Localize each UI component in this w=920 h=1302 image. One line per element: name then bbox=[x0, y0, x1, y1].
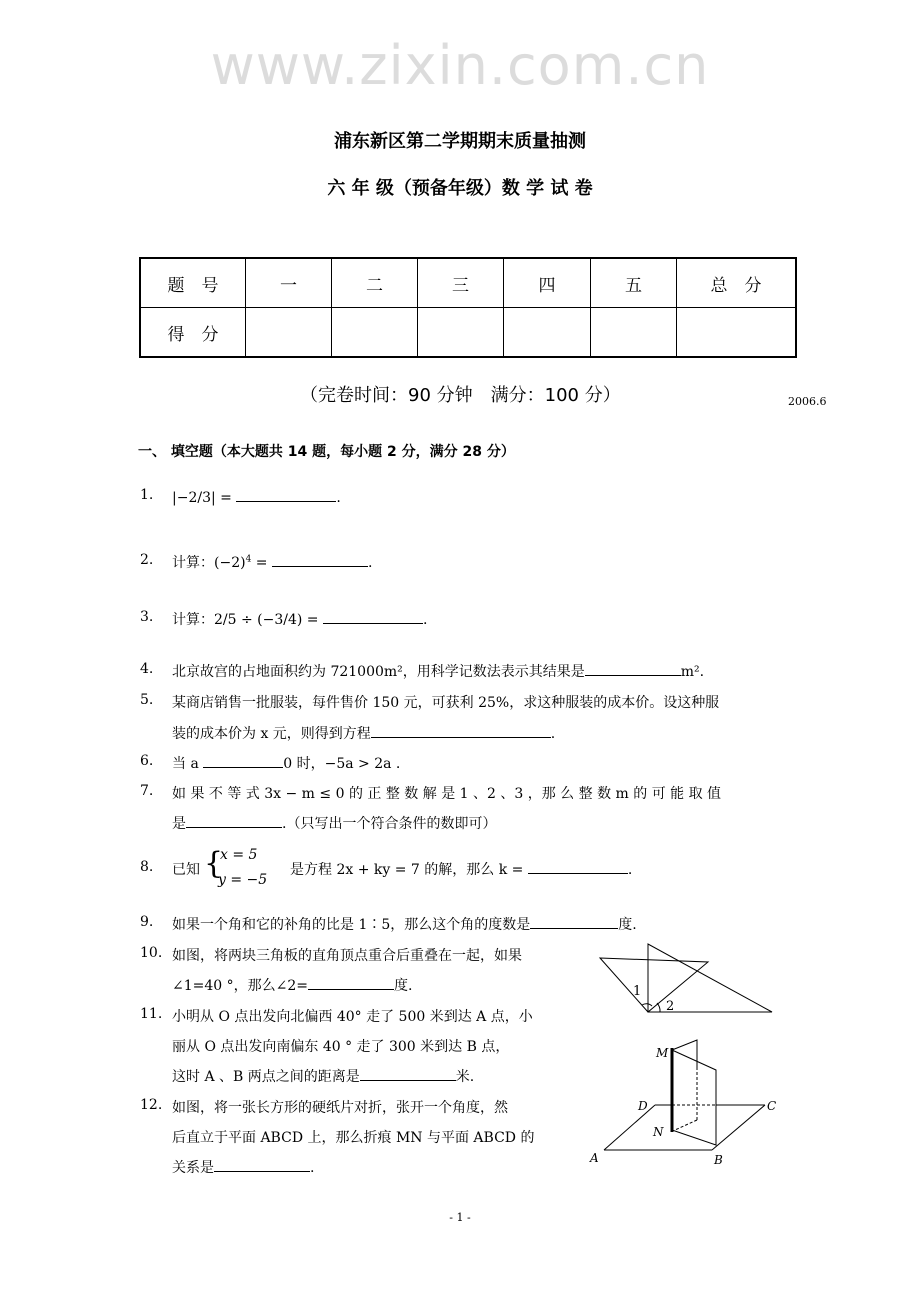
label-n: N bbox=[653, 1125, 664, 1139]
question-number: 9. bbox=[140, 914, 154, 930]
back-sheet bbox=[672, 1040, 697, 1070]
label-b: B bbox=[714, 1153, 723, 1167]
question-text: . bbox=[367, 555, 373, 571]
table-cell: 三 bbox=[418, 258, 504, 308]
folded-paper-figure bbox=[604, 1040, 765, 1150]
triangle-1 bbox=[600, 958, 708, 1012]
question-text: 关系是 bbox=[172, 1160, 214, 1176]
question-text: 如果一个角和它的补角的比是 1∶5，那么这个角的度数是 bbox=[172, 917, 531, 933]
question-number: 3. bbox=[140, 609, 154, 625]
question-number: 5. bbox=[140, 692, 154, 708]
question-text: 某商店销售一批服装，每件售价 150 元，可获利 25%，求这种服装的成本价。设这种服 bbox=[172, 695, 720, 711]
question-number: 10. bbox=[140, 945, 163, 961]
watermark: www.zixin.com.cn bbox=[210, 34, 710, 97]
edge-bc bbox=[712, 1105, 765, 1150]
question-text: 装的成本价为 x 元，则得到方程 bbox=[172, 726, 371, 742]
question-text: 已知 bbox=[172, 862, 200, 878]
section-heading: 一、 填空题（本大题共 14 题，每小题 2 分，满分 28 分） bbox=[138, 444, 515, 460]
question-text: 北京故宫的占地面积约为 721000m²，用科学记数法表示其结果是 bbox=[172, 664, 585, 680]
question-text: . bbox=[310, 1160, 315, 1176]
question-text: 0 时，−5a > 2a . bbox=[283, 756, 401, 772]
triangle-set-figure bbox=[600, 944, 772, 1012]
question-text: 当 a bbox=[172, 756, 204, 772]
exam-title: 浦东新区第二学期期末质量抽测 bbox=[334, 131, 586, 152]
equation: x = 5 bbox=[220, 847, 258, 863]
question-text: .（只写出一个符合条件的数即可） bbox=[282, 816, 497, 832]
question-text: 如 果 不 等 式 3x − m ≤ 0 的 正 整 数 解 是 1 、2 、3 ，那 么 整 数 m 的 可 能 取 值 bbox=[172, 786, 722, 802]
label-a: A bbox=[590, 1151, 599, 1165]
question-number: 6. bbox=[140, 753, 154, 769]
question-text: 丽从 O 点出发向南偏东 40 ° 走了 300 米到达 B 点， bbox=[172, 1039, 510, 1055]
question-text: ∠1=40 °，那么∠2= bbox=[172, 978, 309, 994]
question-text: = bbox=[251, 555, 272, 571]
exam-info: （完卷时间：90 分钟 满分：100 分） bbox=[300, 385, 621, 406]
angle-2-label: 2 bbox=[666, 999, 675, 1014]
question-number: 4. bbox=[140, 661, 154, 677]
question-text: 度. bbox=[394, 978, 413, 994]
angle-1-arc bbox=[642, 1004, 652, 1006]
question-text: 如图，将一张长方形的硬纸片对折，张开一个角度，然 bbox=[172, 1100, 508, 1116]
angle-1-label: 1 bbox=[633, 984, 642, 999]
question-number: 8. bbox=[140, 859, 154, 875]
table-cell: 四 bbox=[504, 258, 591, 308]
question-number: 12. bbox=[140, 1097, 163, 1113]
question-text: m². bbox=[680, 664, 705, 680]
exam-date: 2006.6 bbox=[788, 395, 827, 408]
table-cell: 题 号 bbox=[140, 258, 246, 308]
question-text: 后直立于平面 ABCD 上，那么折痕 MN 与平面 ABCD 的 bbox=[172, 1130, 535, 1146]
table-cell: 一 bbox=[246, 258, 332, 308]
question-text: . bbox=[550, 726, 556, 742]
front-sheet bbox=[672, 1050, 716, 1145]
question-text: 如图，将两块三角板的直角顶点重合后重叠在一起，如果 bbox=[172, 948, 522, 964]
angle-2-arc bbox=[657, 1003, 660, 1012]
question-text: . bbox=[627, 862, 633, 878]
table-cell: 五 bbox=[591, 258, 677, 308]
question-text: 计算：(−2) bbox=[172, 555, 246, 571]
question-text: 是 bbox=[172, 816, 186, 832]
label-m: M bbox=[656, 1046, 669, 1060]
equation: y = −5 bbox=[218, 872, 268, 888]
question-text: . bbox=[422, 612, 428, 628]
table-cell: 二 bbox=[332, 258, 418, 308]
exam-subtitle: 六 年 级（预备年级）数 学 试 卷 bbox=[327, 178, 593, 199]
page-number: - 1 - bbox=[449, 1211, 471, 1224]
question-text: 米. bbox=[455, 1069, 475, 1085]
label-d: D bbox=[638, 1099, 648, 1113]
question-text: 计算：2/5 ÷ (−3/4) = bbox=[172, 612, 323, 628]
table-cell: 总 分 bbox=[677, 258, 797, 308]
question-number: 2. bbox=[140, 552, 154, 568]
question-text: 是方程 2x + ky = 7 的解，那么 k = bbox=[290, 862, 528, 878]
question-number: 11. bbox=[140, 1006, 163, 1022]
question-text: 这时 A 、B 两点之间的距离是 bbox=[172, 1069, 360, 1085]
question-text: |−2/3| = bbox=[172, 490, 237, 506]
label-c: C bbox=[767, 1099, 777, 1113]
question-text: . bbox=[336, 490, 341, 506]
question-number: 1. bbox=[140, 487, 154, 503]
brace: { bbox=[204, 846, 224, 881]
question-text: 度. bbox=[618, 917, 637, 933]
question-number: 7. bbox=[140, 783, 154, 799]
table-cell: 得 分 bbox=[140, 308, 246, 358]
question-text: 小明从 O 点出发向北偏西 40° 走了 500 米到达 A 点，小 bbox=[172, 1009, 533, 1025]
hidden-edge bbox=[675, 1120, 697, 1130]
exponent: 4 bbox=[245, 554, 252, 565]
